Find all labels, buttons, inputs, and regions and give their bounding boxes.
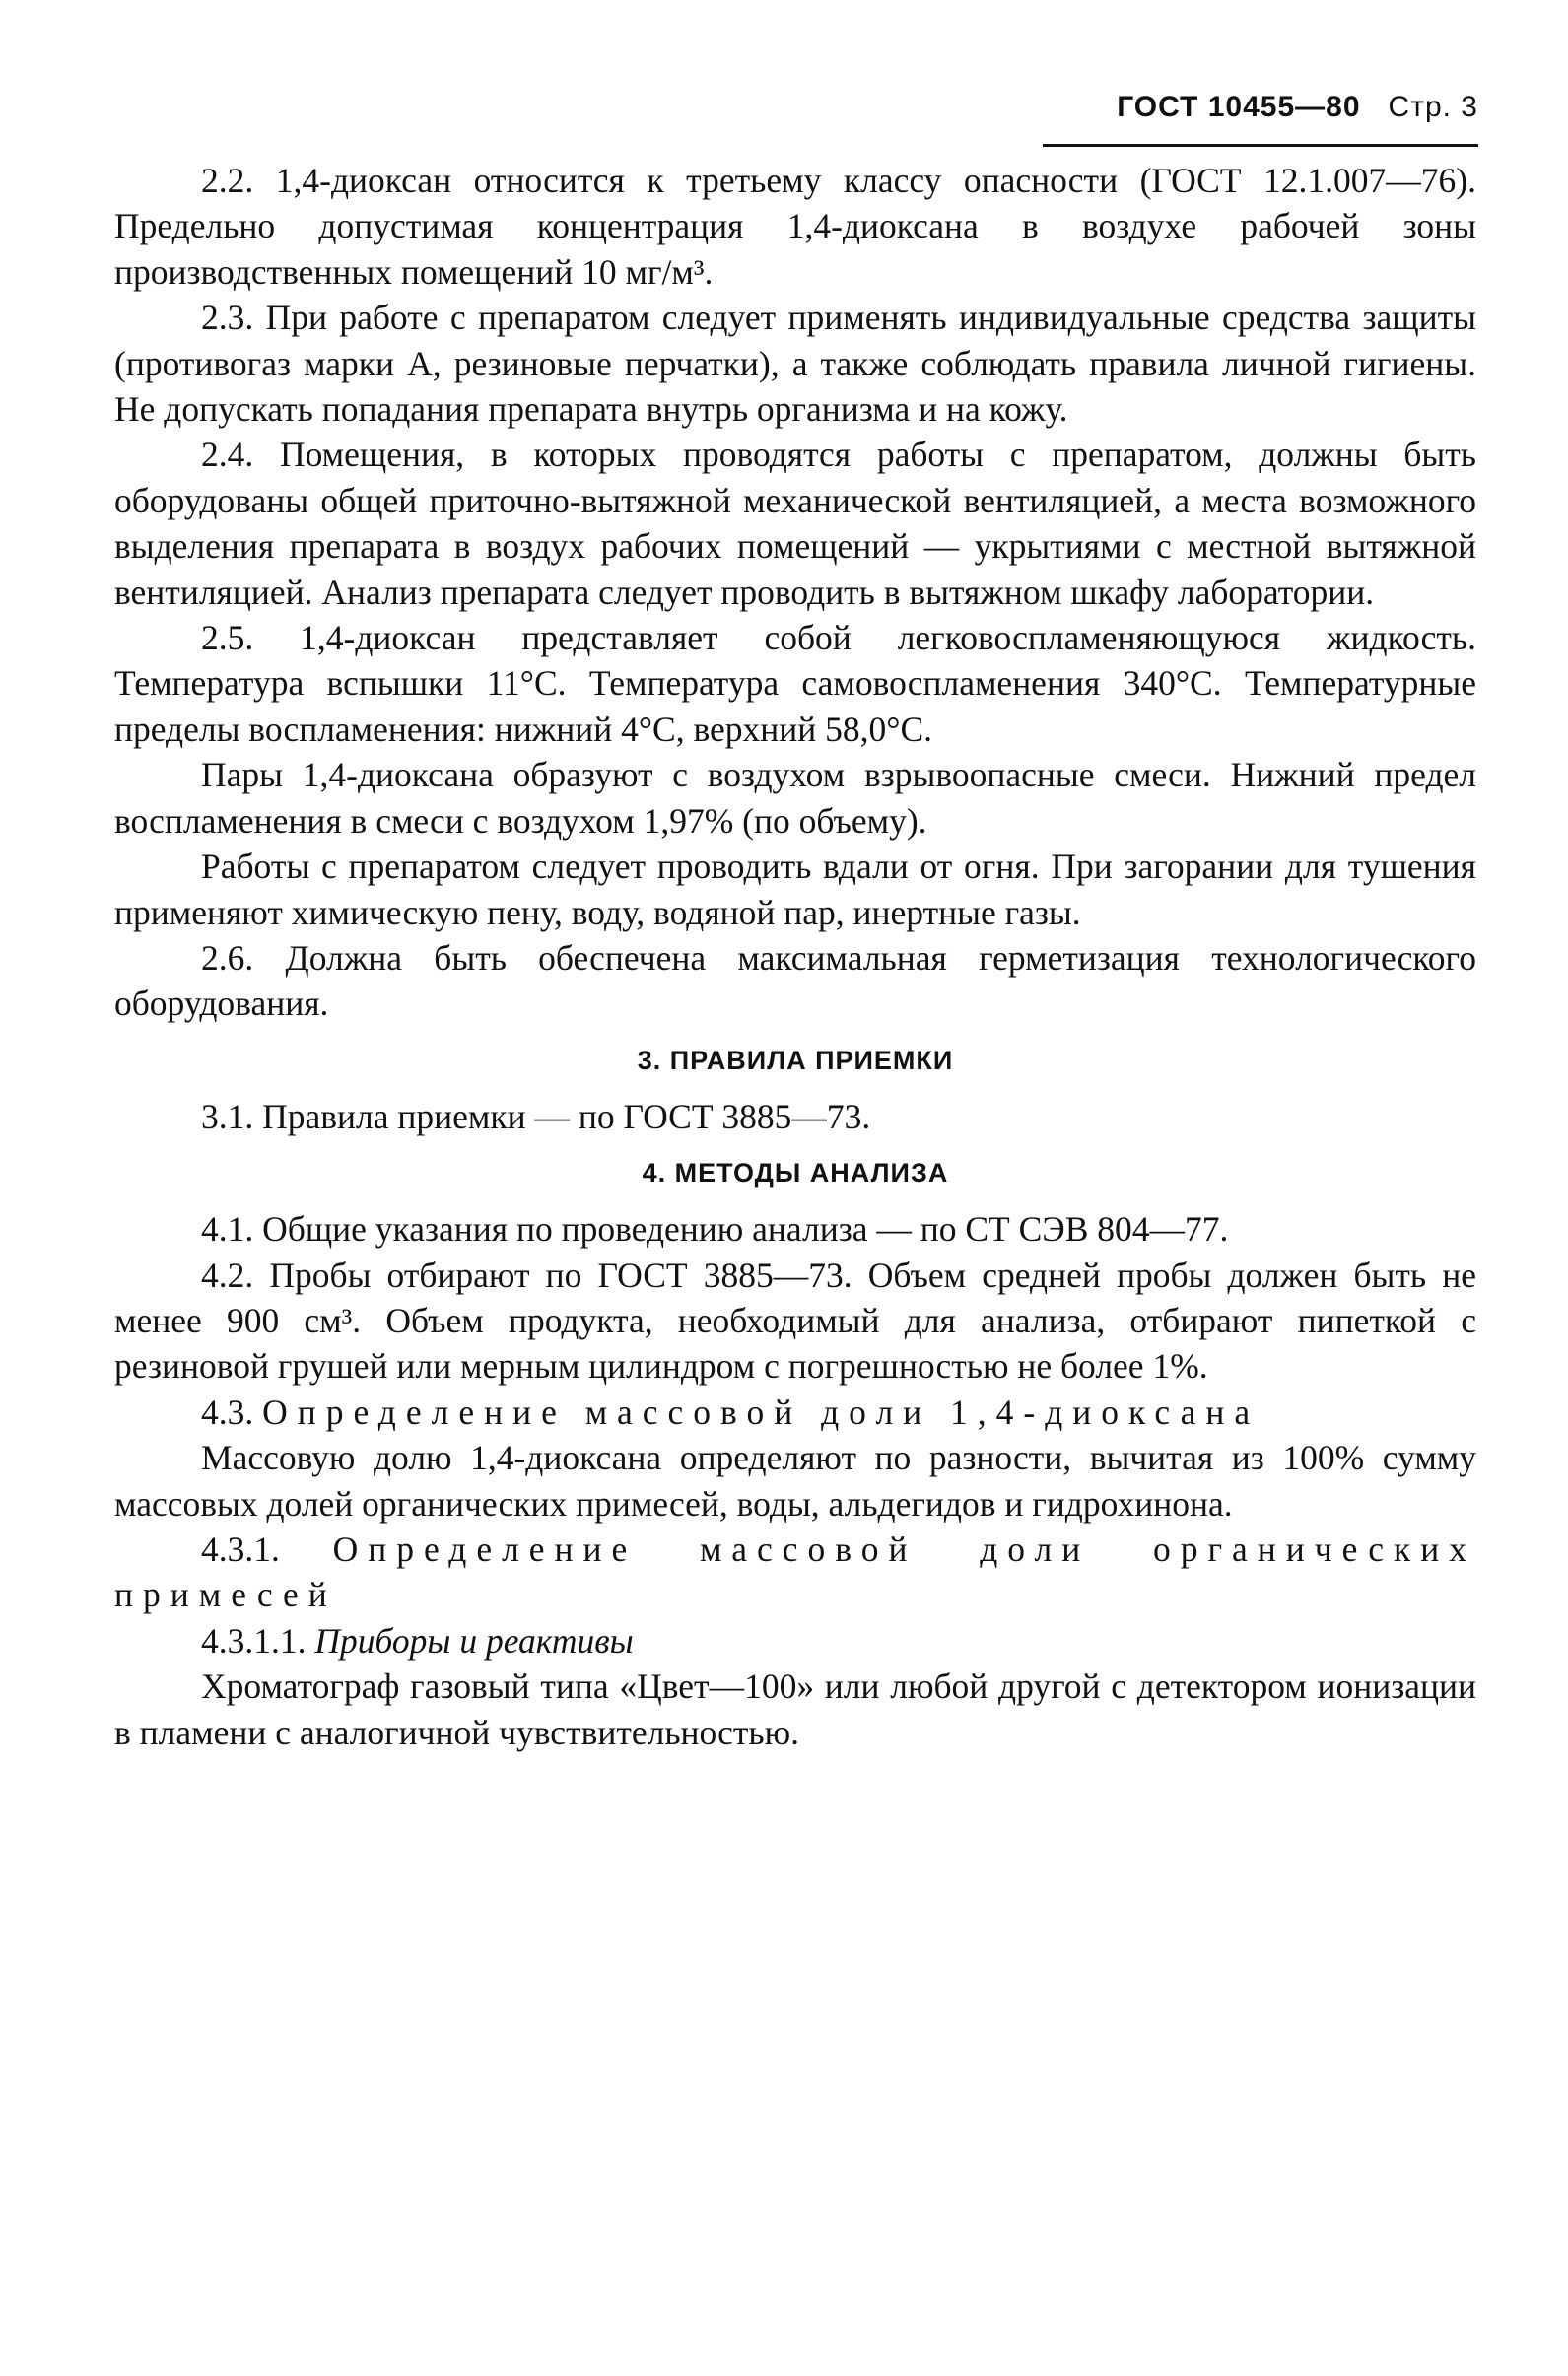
heading-4-3-title: Определение массовой доли 1,4-диоксана [262,1392,1261,1432]
header-text [1117,91,1478,124]
running-header [1043,91,1478,147]
section-4-title: 4. МЕТОДЫ АНАЛИЗА [642,1158,949,1188]
heading-4-3-1-1-title: Приборы и реактивы [314,1620,634,1661]
heading-4-3-1-title: Определение массовой доли органических примесей [114,1528,1477,1615]
paragraph-3-1: 3.1. Правила приемки — по ГОСТ 3885—73. [201,1096,871,1136]
paragraph-4-1: 4.1. Общие указания по проведению анализа — по СТ СЭВ 804—77. [201,1209,1229,1250]
page-number: Стр. 3 [1388,91,1478,123]
paragraph-2-3: 2.3. При работе с препаратом следует применять индивидуальные средства защиты (противогаз марки А, резиновые перчатки), а также соблюдать правила личной гигиены. Не допускать попадания препарата внутрь организма и на кожу. [114,298,1476,430]
paragraph-2-5-vapors: Пары 1,4-диоксана образуют с воздухом взрывоопасные смеси. Нижний предел воспламенения в смеси с воздухом 1,97% (по объему). [114,755,1476,841]
section-3-title: 3. ПРАВИЛА ПРИЕМКИ [637,1045,954,1075]
paragraph-2-6: 2.6. Должна быть обеспечена максимальная герметизация технологического оборудования. [114,937,1476,1024]
heading-4-3-1-number: 4.3.1. [201,1528,280,1569]
heading-4-3 [114,1390,1476,1435]
heading-4-3-1 [114,1527,1476,1618]
paragraph-2-4: 2.4. Помещения, в которых проводятся работы с препаратом, должны быть оборудованы общей приточно-вытяжной механической вентиляцией, а места возможного выделения препарата в воздух рабочих помещений — укрытиями с местной вытяжной вентиляцией. Анализ препарата следует проводить в вытяжном шкафу лаборатории. [114,435,1476,612]
paragraph-4-3: Массовую долю 1,4-диоксана определяют по разности, вычитая из 100% сумму массовых долей органических примесей, воды, альдегидов и гидрохинона. [114,1438,1476,1524]
heading-4-3-1-1 [114,1618,1476,1663]
heading-4-3-number: 4.3. [201,1392,254,1432]
paragraph-2-5: 2.5. 1,4-диоксан представляет собой легковоспламеняющуюся жидкость. Температура вспышки 11°С. Температура самовоспламенения 340°С. Температурные пределы воспламенения: нижний 4°С, верхний 58,0°С. [114,618,1476,749]
standard-number: ГОСТ 10455—80 [1117,91,1361,123]
document-body [114,158,1476,1755]
paragraph-2-5-fire: Работы с препаратом следует проводить вдали от огня. При загорании для тушения применяют химическую пену, воду, водяной пар, инертные газы. [114,847,1476,932]
paragraph-4-2: 4.2. Пробы отбирают по ГОСТ 3885—73. Объем средней пробы должен быть не менее 900 см³. Объем продукта, необходимый для анализа, отбирают пипеткой с резиновой грушей или мерным цилиндром с погрешностью не более 1%. [114,1255,1476,1387]
paragraph-2-2: 2.2. 1,4-диоксан относится к третьему классу опасности (ГОСТ 12.1.007—76). Предельно допустимая концентрация 1,4-диоксана в воздухе рабочей зоны производственных помещений 10 мг/м³. [114,161,1476,292]
paragraph-4-3-1-1: Хроматограф газовый типа «Цвет—100» или любой другой с детектором ионизации в пламени с аналогичной чувствительностью. [114,1666,1476,1752]
heading-4-3-1-1-number: 4.3.1.1. [201,1620,307,1661]
